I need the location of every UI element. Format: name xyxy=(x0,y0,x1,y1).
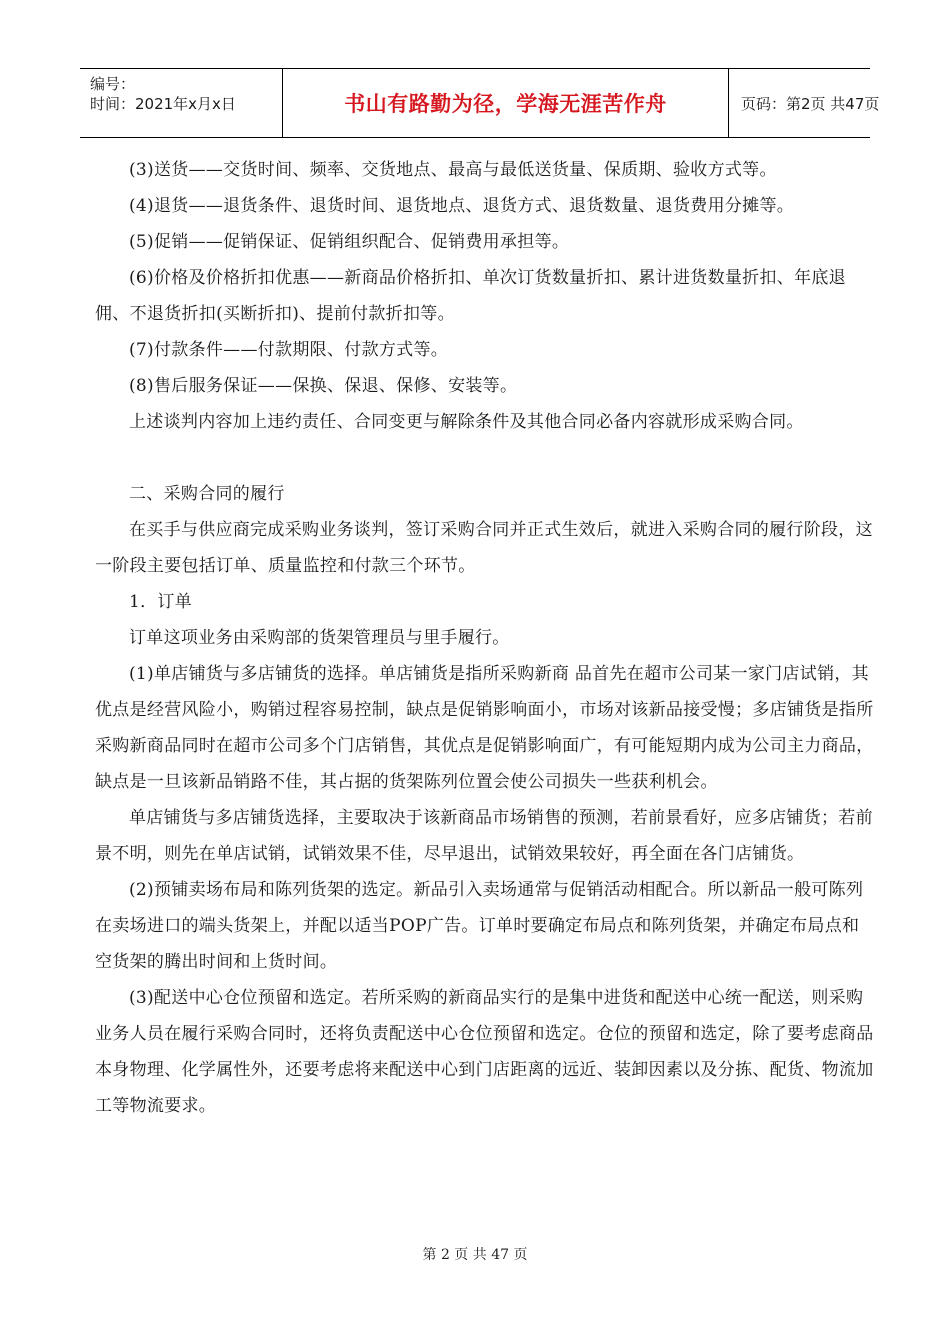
header-meta-cell xyxy=(80,69,283,137)
paragraph: 单店铺货与多店铺货选择，主要取决于该新商品市场销售的预测，若前景看好，应多店铺货；若前景不明，则先在单店试销，试销效果不佳，尽早退出，试销效果较好，再全面在各门店铺货。 xyxy=(95,808,873,864)
section-heading: 二、采购合同的履行 xyxy=(129,484,285,504)
paragraph: (3)配送中心仓位预留和选定。若所采购的新商品实行的是集中进货和配送中心统一配送，则采购业务人员在履行采购合同时，还将负责配送中心仓位预留和选定。仓位的预留和选定，除了要考虑商品本身物理、化学属性外，还要考虑将来配送中心到门店距离的远近、装卸因素以及分拣、配货、物流加工等物流要求。 xyxy=(95,988,874,1116)
document-header xyxy=(80,68,880,138)
subsection-heading: 1．订单 xyxy=(129,592,193,612)
paragraph: 上述谈判内容加上违约责任、合同变更与解除条件及其他合同必备内容就形成采购合同。 xyxy=(129,412,804,432)
paragraph: (4)退货——退货条件、退货时间、退货地点、退货方式、退货数量、退货费用分摊等。 xyxy=(129,196,795,216)
header-motto: 书山有路勤为径，学海无涯苦作舟 xyxy=(283,69,729,137)
spacer xyxy=(95,440,875,476)
paragraph: 在买手与供应商完成采购业务谈判，签订采购合同并正式生效后，就进入采购合同的履行阶段，这一阶段主要包括订单、质量监控和付款三个环节。 xyxy=(95,520,873,576)
paragraph: (5)促销——促销保证、促销组织配合、促销费用承担等。 xyxy=(129,232,570,252)
paragraph: (3)送货——交货时间、频率、交货地点、最高与最低送货量、保质期、验收方式等。 xyxy=(129,160,777,180)
paragraph: (1)单店铺货与多店铺货的选择。单店铺货是指所采购新商 品首先在超市公司某一家门店试销，其优点是经营风险小，购销过程容易控制，缺点是促销影响面小，市场对该新品接受慢；多店铺货是指所采购新商品同时在超市公司多个门店销售，其优点是促销影响面广，有可能短期内成为公司主力商品，缺点是一旦该新品销路不佳，其占据的货架陈列位置会使公司损失一些获利机会。 xyxy=(95,664,874,792)
paragraph: (2)预铺卖场布局和陈列货架的选定。新品引入卖场通常与促销活动相配合。所以新品一般可陈列在卖场进口的端头货架上，并配以适当POP广告。订单时要确定布局点和陈列货架，并确定布局点和空货架的腾出时间和上货时间。 xyxy=(95,880,864,972)
header-page-code: 页码：第2页 共47页 xyxy=(741,94,880,113)
paragraph: (8)售后服务保证——保换、保退、保修、安装等。 xyxy=(129,376,518,396)
document-body xyxy=(95,152,875,1124)
page-footer: 第 2 页 共 47 页 xyxy=(422,1247,528,1263)
date-label: 时间：2021年x月x日 xyxy=(90,95,236,113)
number-label: 编号： xyxy=(90,75,136,93)
paragraph: 订单这项业务由采购部的货架管理员与里手履行。 xyxy=(129,628,510,648)
paragraph: (6)价格及价格折扣优惠——新商品价格折扣、单次订货数量折扣、累计进货数量折扣、年底退佣、不退货折扣(买断折扣)、提前付款折扣等。 xyxy=(95,268,846,324)
paragraph: (7)付款条件——付款期限、付款方式等。 xyxy=(129,340,449,360)
